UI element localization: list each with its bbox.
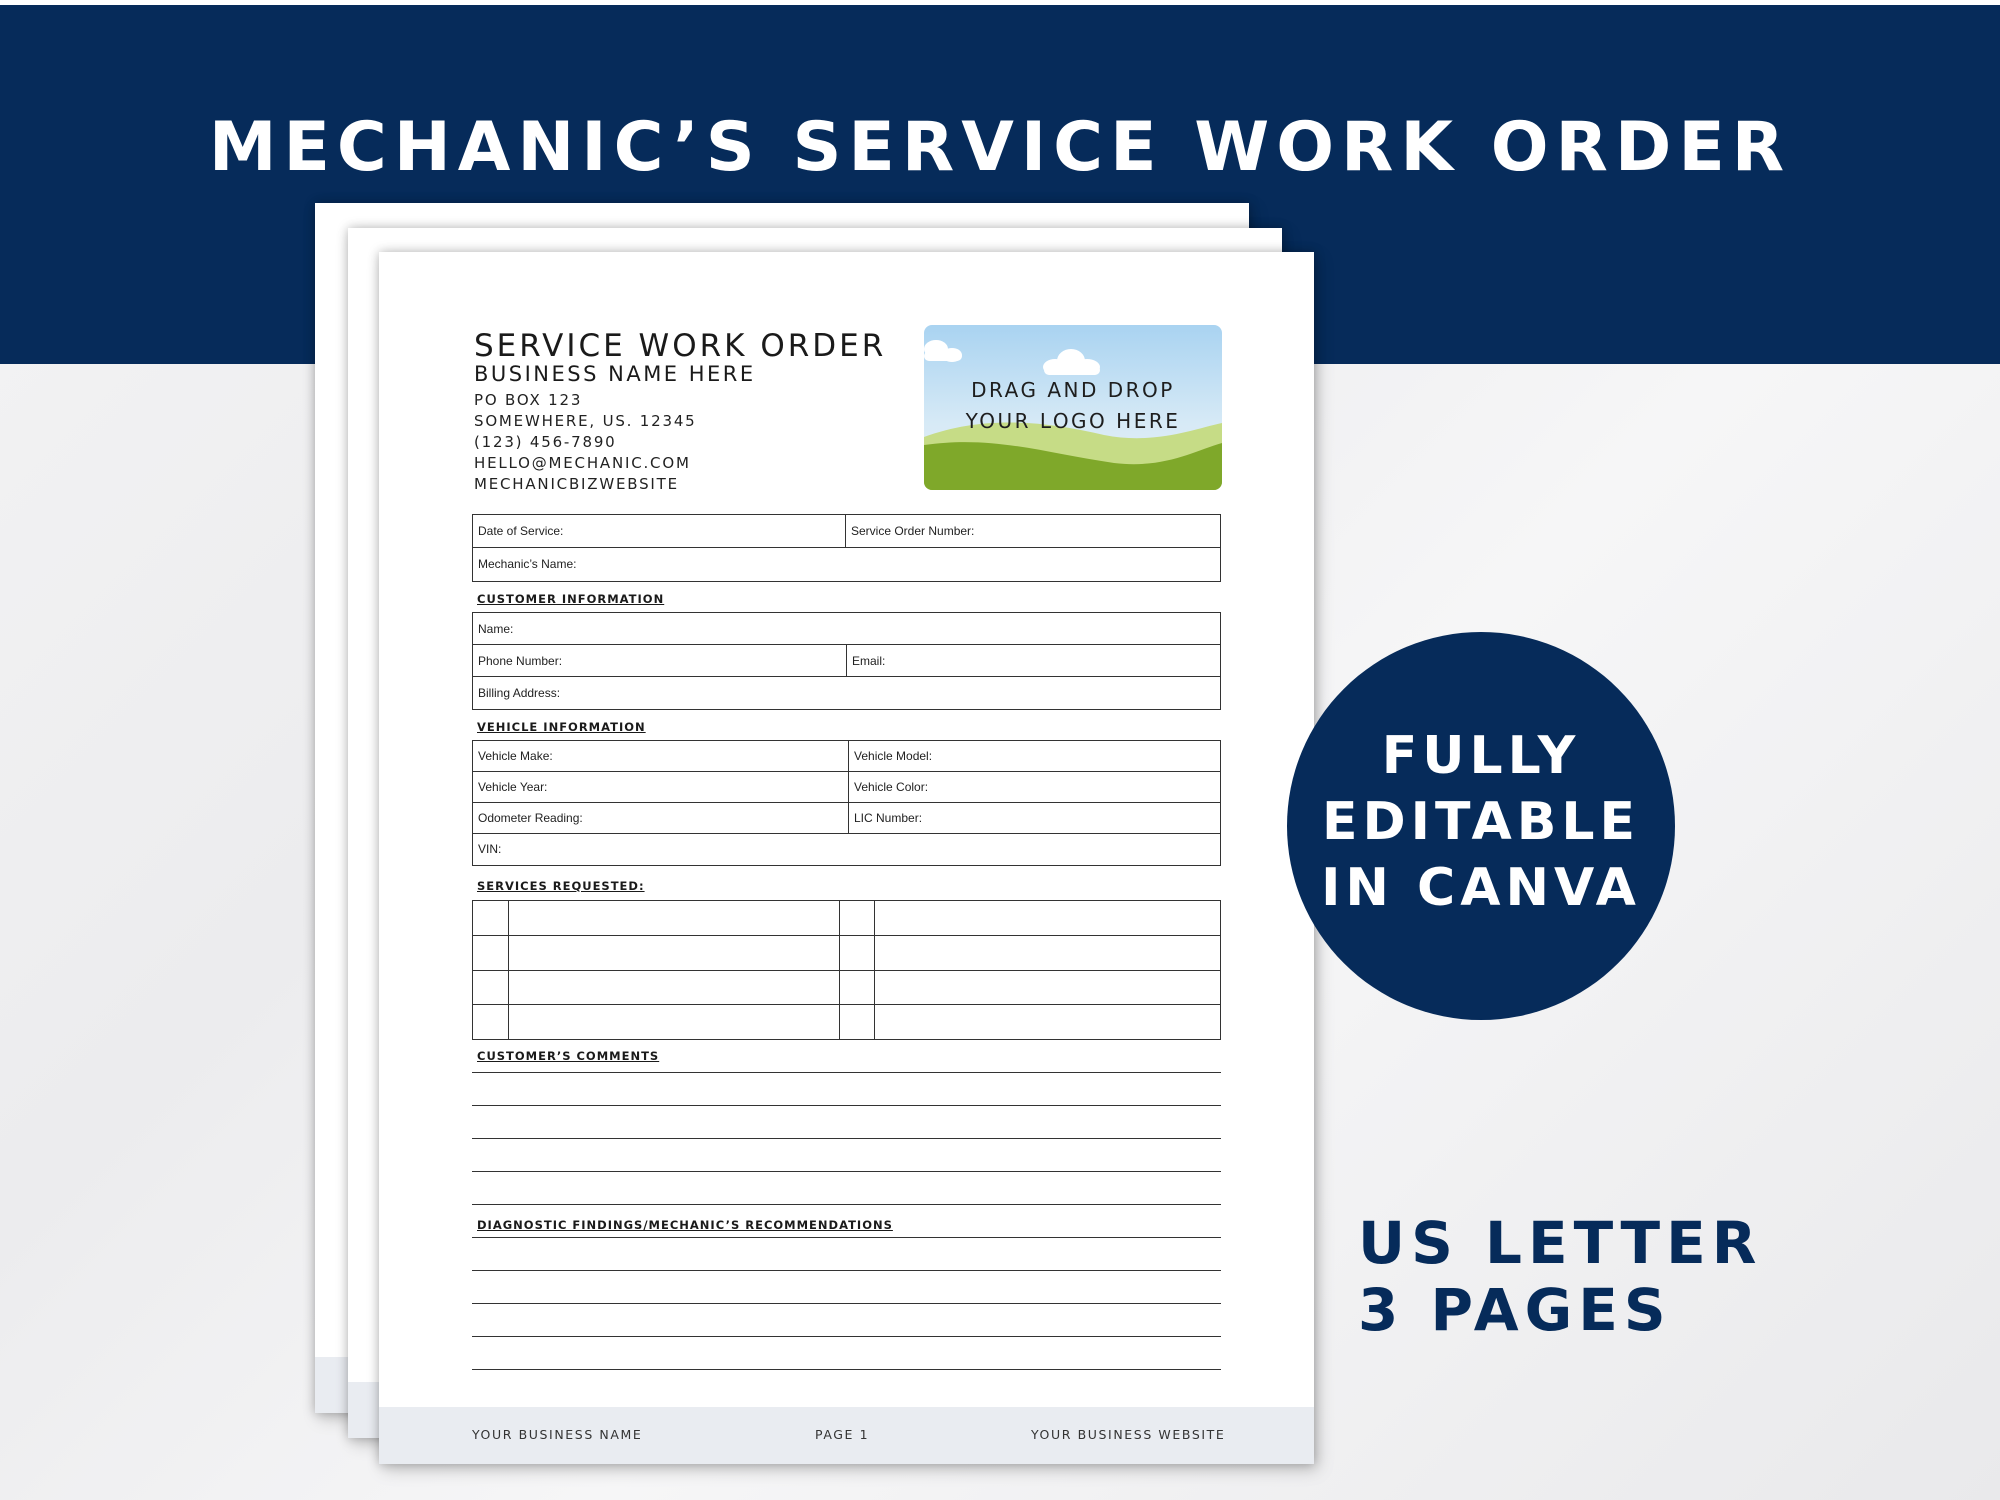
vehicle-info-table — [472, 740, 1221, 866]
vehicle-make-field[interactable]: Vehicle Make: — [478, 749, 553, 763]
diagnostic-line[interactable] — [472, 1369, 1221, 1370]
service-entry[interactable] — [508, 936, 839, 970]
contact-block — [474, 390, 697, 495]
customer-info-table — [472, 612, 1221, 710]
format-note-line-2: 3 PAGES — [1358, 1276, 1672, 1344]
vehicle-information-heading: VEHICLE INFORMATION — [477, 720, 646, 734]
service-checkbox[interactable] — [473, 901, 508, 935]
lic-number-field[interactable]: LIC Number: — [848, 803, 1220, 833]
service-checkbox[interactable] — [839, 1005, 874, 1039]
service-entry[interactable] — [508, 971, 839, 1005]
services-requested-heading: SERVICES REQUESTED: — [477, 879, 645, 893]
services-requested-table — [472, 900, 1221, 1040]
vehicle-model-field[interactable]: Vehicle Model: — [848, 741, 1220, 771]
comment-line[interactable] — [472, 1138, 1221, 1139]
badge-line-2: EDITABLE — [1321, 792, 1640, 852]
page-footer — [379, 1407, 1314, 1464]
email-field[interactable]: Email: — [846, 645, 1220, 676]
service-checkbox[interactable] — [839, 971, 874, 1005]
date-of-service-field[interactable]: Date of Service: — [478, 524, 564, 538]
badge-line-3: IN CANVA — [1321, 858, 1641, 918]
contact-address: SOMEWHERE, US. 12345 — [474, 412, 697, 430]
logo-text-line-2: YOUR LOGO HERE — [965, 409, 1181, 433]
badge-line-1: FULLY — [1381, 726, 1581, 786]
comment-line[interactable] — [472, 1105, 1221, 1106]
service-entry[interactable] — [508, 901, 839, 935]
footer-page-number: PAGE 1 — [815, 1427, 870, 1442]
format-note-line-1: US LETTER — [1358, 1209, 1763, 1277]
cloud-left-icon — [924, 340, 962, 362]
service-info-table — [472, 514, 1221, 582]
diagnostic-line[interactable] — [472, 1303, 1221, 1304]
customer-name-field[interactable]: Name: — [478, 621, 514, 636]
contact-email: HELLO@MECHANIC.COM — [474, 454, 691, 472]
editable-badge-text — [1287, 723, 1675, 921]
service-checkbox[interactable] — [473, 936, 508, 970]
comment-line[interactable] — [472, 1171, 1221, 1172]
service-checkbox[interactable] — [839, 936, 874, 970]
billing-address-field[interactable]: Billing Address: — [478, 685, 561, 700]
diagnostic-line[interactable] — [472, 1237, 1221, 1238]
phone-number-field[interactable]: Phone Number: — [478, 653, 563, 668]
service-row — [473, 935, 1220, 970]
service-checkbox[interactable] — [473, 1005, 508, 1039]
footer-business-name: YOUR BUSINESS NAME — [472, 1427, 643, 1442]
service-entry[interactable] — [874, 971, 1220, 1005]
diagnostic-findings-heading: DIAGNOSTIC FINDINGS/MECHANIC’S RECOMMENDATIONS — [477, 1218, 893, 1232]
footer-business-website: YOUR BUSINESS WEBSITE — [1031, 1427, 1226, 1442]
customer-comments-heading: CUSTOMER’S COMMENTS — [477, 1049, 660, 1063]
vehicle-color-field[interactable]: Vehicle Color: — [848, 772, 1220, 802]
service-row — [473, 970, 1220, 1005]
service-entry[interactable] — [508, 1005, 839, 1039]
service-entry[interactable] — [874, 1005, 1220, 1039]
diagnostic-line[interactable] — [472, 1336, 1221, 1337]
service-checkbox[interactable] — [473, 971, 508, 1005]
logo-placeholder[interactable] — [924, 325, 1222, 490]
contact-po-box: PO BOX 123 — [474, 391, 583, 409]
service-row — [473, 901, 1220, 935]
cloud-icon — [1043, 349, 1100, 375]
diagnostic-line[interactable] — [472, 1270, 1221, 1271]
form-title: SERVICE WORK ORDER — [474, 328, 887, 364]
contact-phone: (123) 456-7890 — [474, 433, 617, 451]
business-name: BUSINESS NAME HERE — [474, 362, 756, 386]
odometer-reading-field[interactable]: Odometer Reading: — [478, 811, 583, 825]
comment-line[interactable] — [472, 1204, 1221, 1205]
logo-text-line-1: DRAG AND DROP — [971, 378, 1175, 402]
service-entry[interactable] — [874, 936, 1220, 970]
form-page-front — [379, 252, 1314, 1464]
service-order-number-field[interactable]: Service Order Number: — [845, 515, 1220, 547]
service-row — [473, 1004, 1220, 1039]
service-entry[interactable] — [874, 901, 1220, 935]
customer-information-heading: CUSTOMER INFORMATION — [477, 592, 665, 606]
comment-line[interactable] — [472, 1072, 1221, 1073]
service-checkbox[interactable] — [839, 901, 874, 935]
format-note — [1358, 1210, 1762, 1344]
mechanics-name-field[interactable]: Mechanic’s Name: — [478, 557, 577, 571]
contact-website: MECHANICBIZWEBSITE — [474, 475, 679, 493]
banner-title: MECHANIC’S SERVICE WORK ORDER — [208, 108, 1792, 187]
vehicle-year-field[interactable]: Vehicle Year: — [478, 780, 548, 794]
vin-field[interactable]: VIN: — [478, 842, 502, 856]
